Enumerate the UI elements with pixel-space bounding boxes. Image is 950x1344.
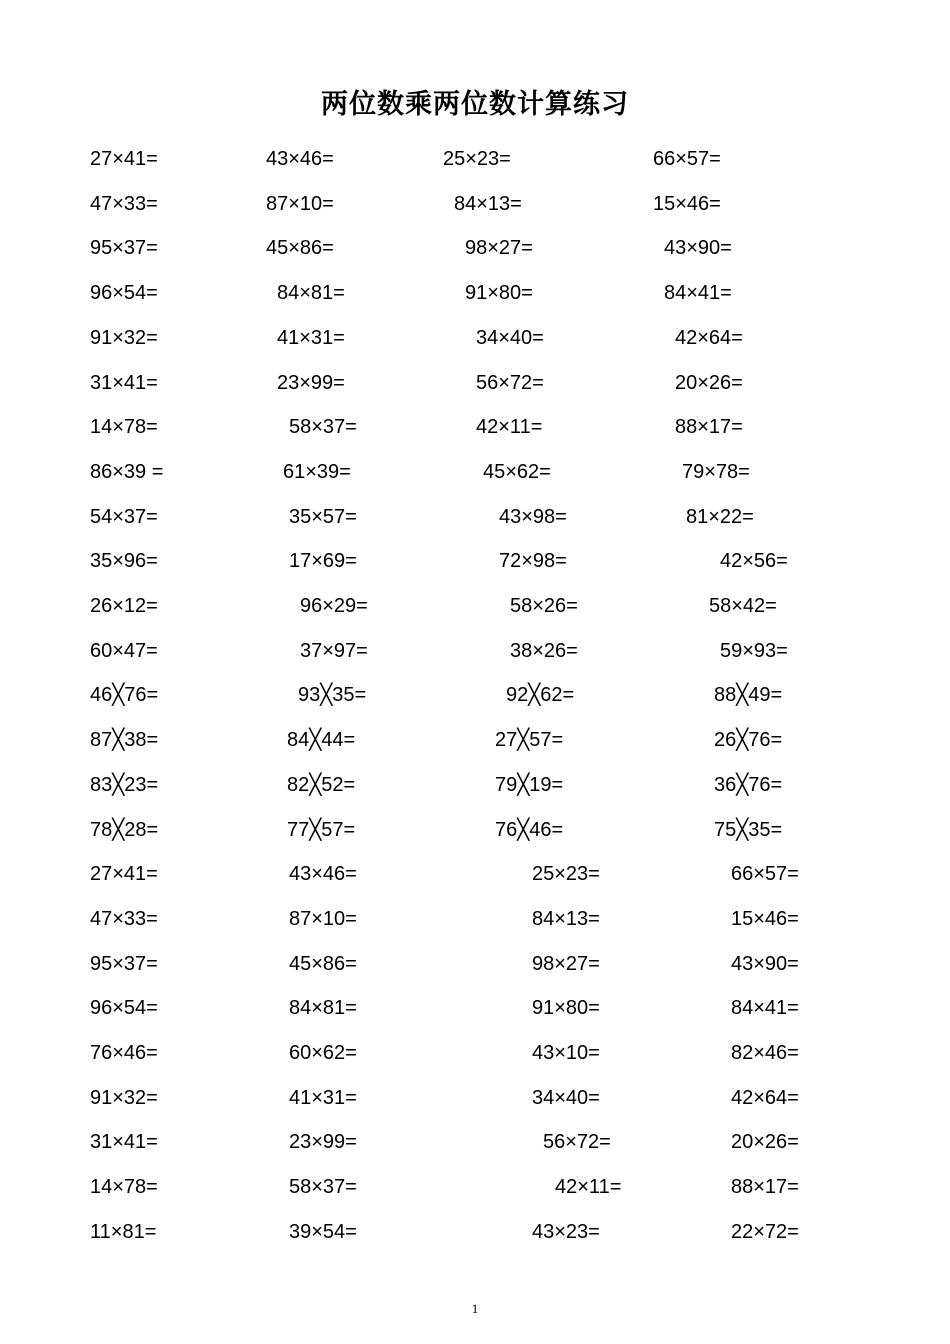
problem-12-4: 59×93= (720, 640, 788, 662)
problem-9-4: 81×22= (686, 506, 754, 528)
problem-23-2: 23×99= (289, 1131, 357, 1153)
problem-22-4: 42×64= (731, 1087, 799, 1109)
problem-13-4: 88╳49= (714, 684, 783, 706)
problem-13-2: 93╳35= (298, 684, 367, 706)
problem-3-3: 98×27= (465, 237, 533, 259)
problem-7-2: 58×37= (289, 416, 357, 438)
problem-2-2: 87×10= (266, 193, 334, 215)
problem-24-3: 42×11= (555, 1176, 622, 1198)
problem-11-2: 96×29= (300, 595, 368, 617)
problem-10-3: 72×98= (499, 550, 567, 572)
problem-21-4: 82×46= (731, 1042, 799, 1064)
problem-17-4: 66×57= (731, 863, 799, 885)
problem-7-4: 88×17= (675, 416, 743, 438)
problem-9-3: 43×98= (499, 506, 567, 528)
problem-2-3: 84×13= (454, 193, 522, 215)
problem-22-3: 34×40= (532, 1087, 600, 1109)
problem-21-2: 60×62= (289, 1042, 357, 1064)
problem-8-2: 61×39= (283, 461, 351, 483)
problem-20-4: 84×41= (731, 997, 799, 1019)
problem-4-1: 96×54= (90, 282, 158, 304)
problem-5-2: 41×31= (277, 327, 345, 349)
problem-11-1: 26×12= (90, 595, 158, 617)
problem-3-4: 43×90= (664, 237, 732, 259)
problem-15-4: 36╳76= (714, 774, 783, 796)
problem-19-1: 95×37= (90, 953, 158, 975)
problem-13-1: 46╳76= (90, 684, 159, 706)
problem-22-1: 91×32= (90, 1087, 158, 1109)
problem-15-3: 79╳19= (495, 774, 564, 796)
problem-14-4: 26╳76= (714, 729, 783, 751)
problem-18-1: 47×33= (90, 908, 158, 930)
problem-21-1: 76×46= (90, 1042, 158, 1064)
problem-19-2: 45×86= (289, 953, 357, 975)
problem-21-3: 43×10= (532, 1042, 600, 1064)
problem-2-4: 15×46= (653, 193, 721, 215)
problem-16-1: 78╳28= (90, 819, 159, 841)
problem-23-1: 31×41= (90, 1131, 158, 1153)
problem-17-2: 43×46= (289, 863, 357, 885)
problem-23-4: 20×26= (731, 1131, 799, 1153)
problem-20-3: 91×80= (532, 997, 600, 1019)
problem-13-3: 92╳62= (506, 684, 575, 706)
page-number: 1 (471, 1301, 479, 1316)
problem-6-2: 23×99= (277, 372, 345, 394)
problem-24-1: 14×78= (90, 1176, 158, 1198)
problem-5-4: 42×64= (675, 327, 743, 349)
problem-1-1: 27×41= (90, 148, 158, 170)
problem-4-3: 91×80= (465, 282, 533, 304)
problem-14-2: 84╳44= (287, 729, 356, 751)
problem-1-4: 66×57= (653, 148, 721, 170)
problem-9-2: 35×57= (289, 506, 357, 528)
problem-14-3: 27╳57= (495, 729, 564, 751)
problem-7-1: 14×78= (90, 416, 158, 438)
problem-9-1: 54×37= (90, 506, 158, 528)
problem-15-1: 83╳23= (90, 774, 159, 796)
problem-16-4: 75╳35= (714, 819, 783, 841)
page-title: 两位数乘两位数计算练习 (321, 89, 629, 120)
problem-1-2: 43×46= (266, 148, 334, 170)
problem-11-4: 58×42= (709, 595, 777, 617)
problem-20-1: 96×54= (90, 997, 158, 1019)
problem-12-1: 60×47= (90, 640, 158, 662)
problem-8-1: 86×39 = (90, 461, 164, 483)
problem-25-3: 43×23= (532, 1221, 600, 1243)
problem-12-3: 38×26= (510, 640, 578, 662)
problem-8-4: 79×78= (682, 461, 750, 483)
problem-25-1: 11×81= (90, 1221, 157, 1243)
problem-12-2: 37×97= (300, 640, 368, 662)
problem-7-3: 42×11= (476, 416, 543, 438)
problem-18-2: 87×10= (289, 908, 357, 930)
problem-10-1: 35×96= (90, 550, 158, 572)
problem-16-3: 76╳46= (495, 819, 564, 841)
problem-16-2: 77╳57= (287, 819, 356, 841)
problem-19-4: 43×90= (731, 953, 799, 975)
problem-19-3: 98×27= (532, 953, 600, 975)
problem-4-2: 84×81= (277, 282, 345, 304)
problem-25-2: 39×54= (289, 1221, 357, 1243)
problem-8-3: 45×62= (483, 461, 551, 483)
problem-20-2: 84×81= (289, 997, 357, 1019)
problem-14-1: 87╳38= (90, 729, 159, 751)
problem-10-4: 42×56= (720, 550, 788, 572)
problem-5-3: 34×40= (476, 327, 544, 349)
problem-3-1: 95×37= (90, 237, 158, 259)
problem-24-2: 58×37= (289, 1176, 357, 1198)
problem-17-3: 25×23= (532, 863, 600, 885)
problem-15-2: 82╳52= (287, 774, 356, 796)
problem-3-2: 45×86= (266, 237, 334, 259)
problem-10-2: 17×69= (289, 550, 357, 572)
problem-5-1: 91×32= (90, 327, 158, 349)
problem-4-4: 84×41= (664, 282, 732, 304)
problem-6-3: 56×72= (476, 372, 544, 394)
problem-23-3: 56×72= (543, 1131, 611, 1153)
problem-1-3: 25×23= (443, 148, 511, 170)
problem-17-1: 27×41= (90, 863, 158, 885)
problem-22-2: 41×31= (289, 1087, 357, 1109)
problem-6-4: 20×26= (675, 372, 743, 394)
problem-18-4: 15×46= (731, 908, 799, 930)
problem-2-1: 47×33= (90, 193, 158, 215)
problem-6-1: 31×41= (90, 372, 158, 394)
problem-11-3: 58×26= (510, 595, 578, 617)
problem-25-4: 22×72= (731, 1221, 799, 1243)
problem-18-3: 84×13= (532, 908, 600, 930)
problem-24-4: 88×17= (731, 1176, 799, 1198)
